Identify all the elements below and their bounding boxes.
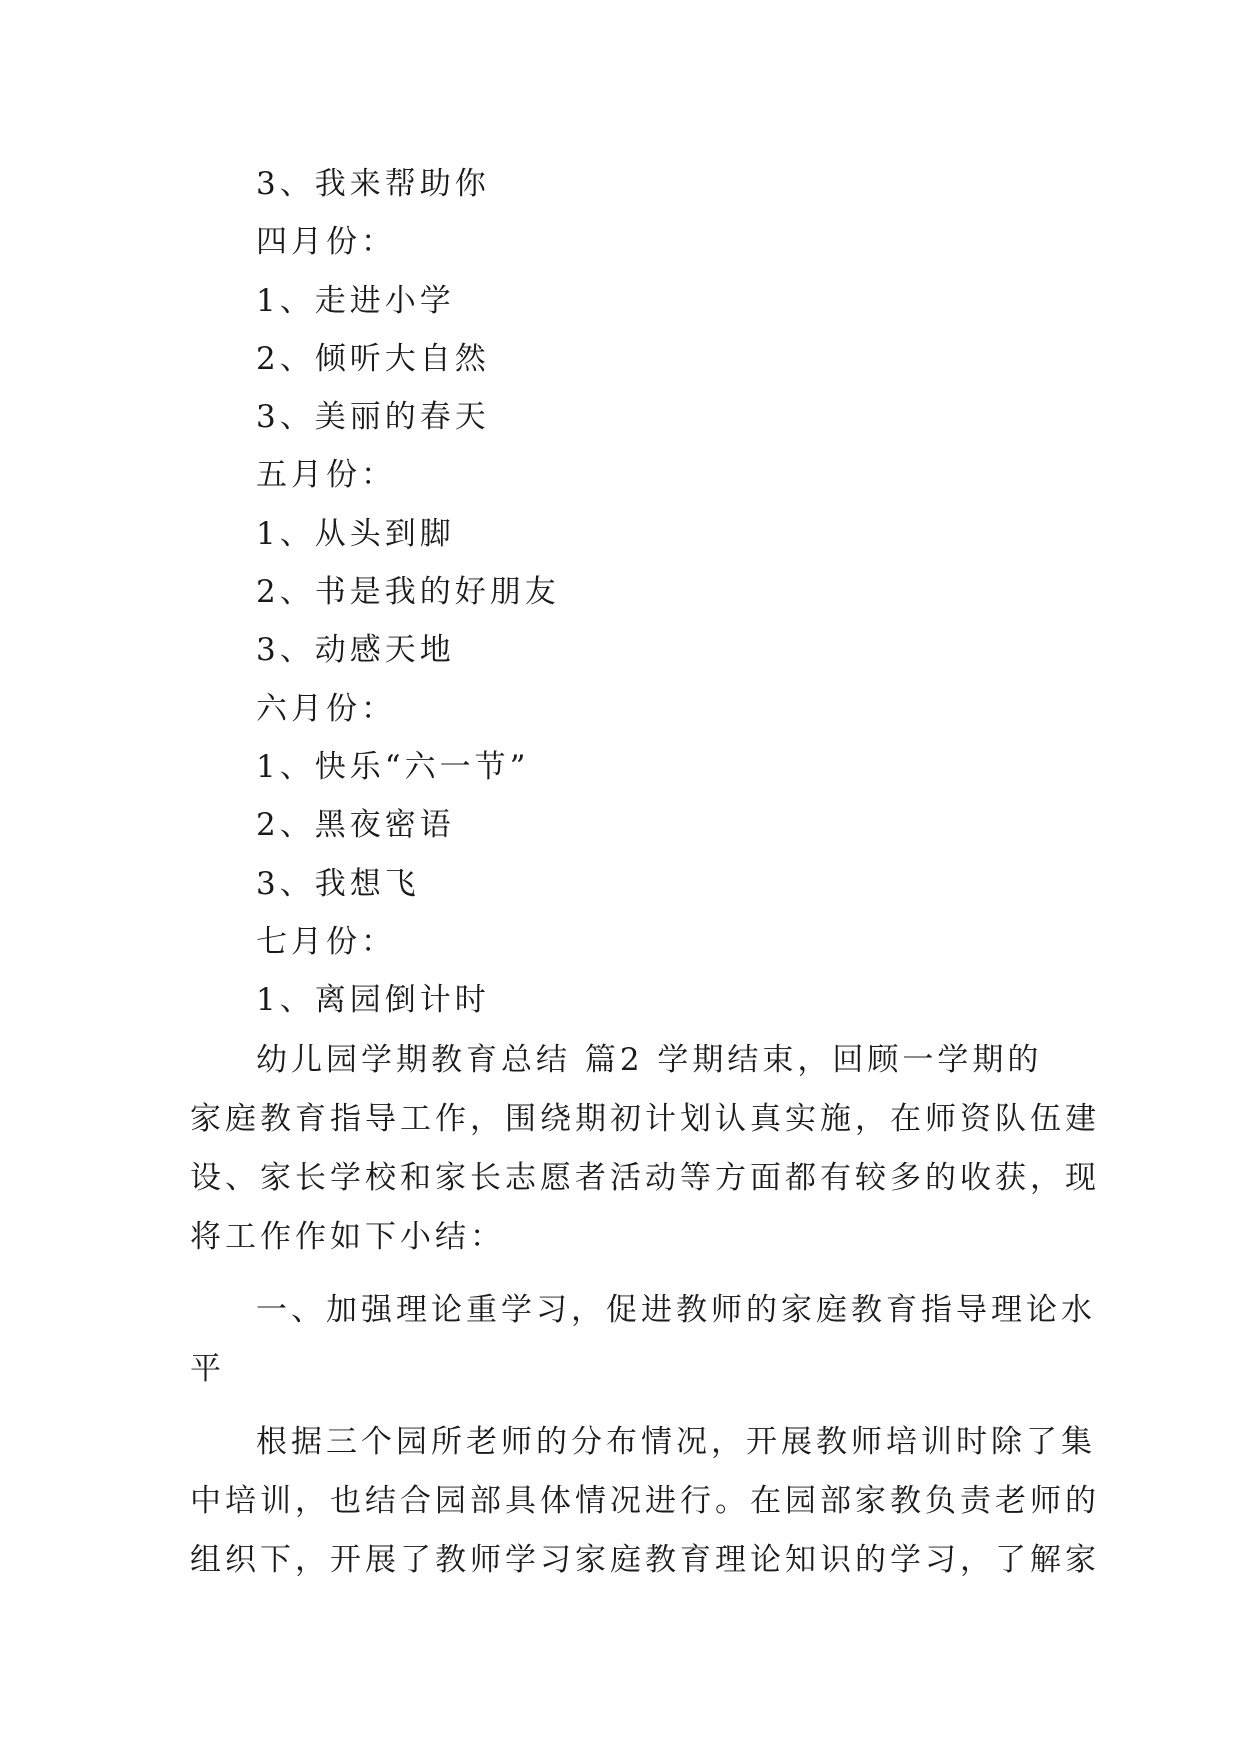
section-heading	[190, 1281, 1096, 1399]
list-item: 1、从头到脚	[256, 515, 455, 552]
month-heading: 七月份：	[256, 923, 396, 960]
list-item: 2、黑夜密语	[256, 807, 455, 844]
list-item: 3、动感天地	[256, 632, 455, 669]
month-heading: 四月份：	[256, 224, 396, 261]
heading-line: 平	[190, 1351, 225, 1388]
month-heading: 六月份：	[256, 690, 396, 727]
paragraph-line: 家庭教育指导工作，围绕期初计划认真实施，在师资队伍建	[190, 1101, 1100, 1138]
paragraph-line: 将工作作如下小结：	[190, 1219, 505, 1256]
paragraph-line: 组织下，开展了教师学习家庭教育理论知识的学习，了解家	[190, 1542, 1100, 1579]
list-item: 1、走进小学	[256, 282, 455, 319]
list-item: 3、我来帮助你	[256, 166, 490, 202]
section-intro-paragraph	[190, 1031, 1100, 1267]
list-item: 2、书是我的好朋友	[256, 574, 560, 611]
list-item: 3、美丽的春天	[256, 399, 490, 436]
paragraph-line: 设、家长学校和家长志愿者活动等方面都有较多的收获，现	[190, 1160, 1100, 1197]
body-paragraph	[190, 1413, 1100, 1590]
list-item: 2、倾听大自然	[256, 340, 490, 377]
list-item: 3、我想飞	[256, 865, 420, 902]
document-body	[190, 155, 1100, 1590]
month-heading: 五月份：	[256, 457, 396, 494]
heading-line: 一、加强理论重学习，促进教师的家庭教育指导理论水	[256, 1292, 1096, 1329]
paragraph-line: 幼儿园学期教育总结 篇2 学期结束，回顾一学期的	[256, 1042, 1043, 1079]
list-item: 1、快乐“六一节”	[256, 748, 530, 785]
paragraph-line: 中培训，也结合园部具体情况进行。在园部家教负责老师的	[190, 1483, 1100, 1520]
list-item: 1、离园倒计时	[256, 982, 490, 1019]
paragraph-line: 根据三个园所老师的分布情况，开展教师培训时除了集	[256, 1424, 1096, 1461]
